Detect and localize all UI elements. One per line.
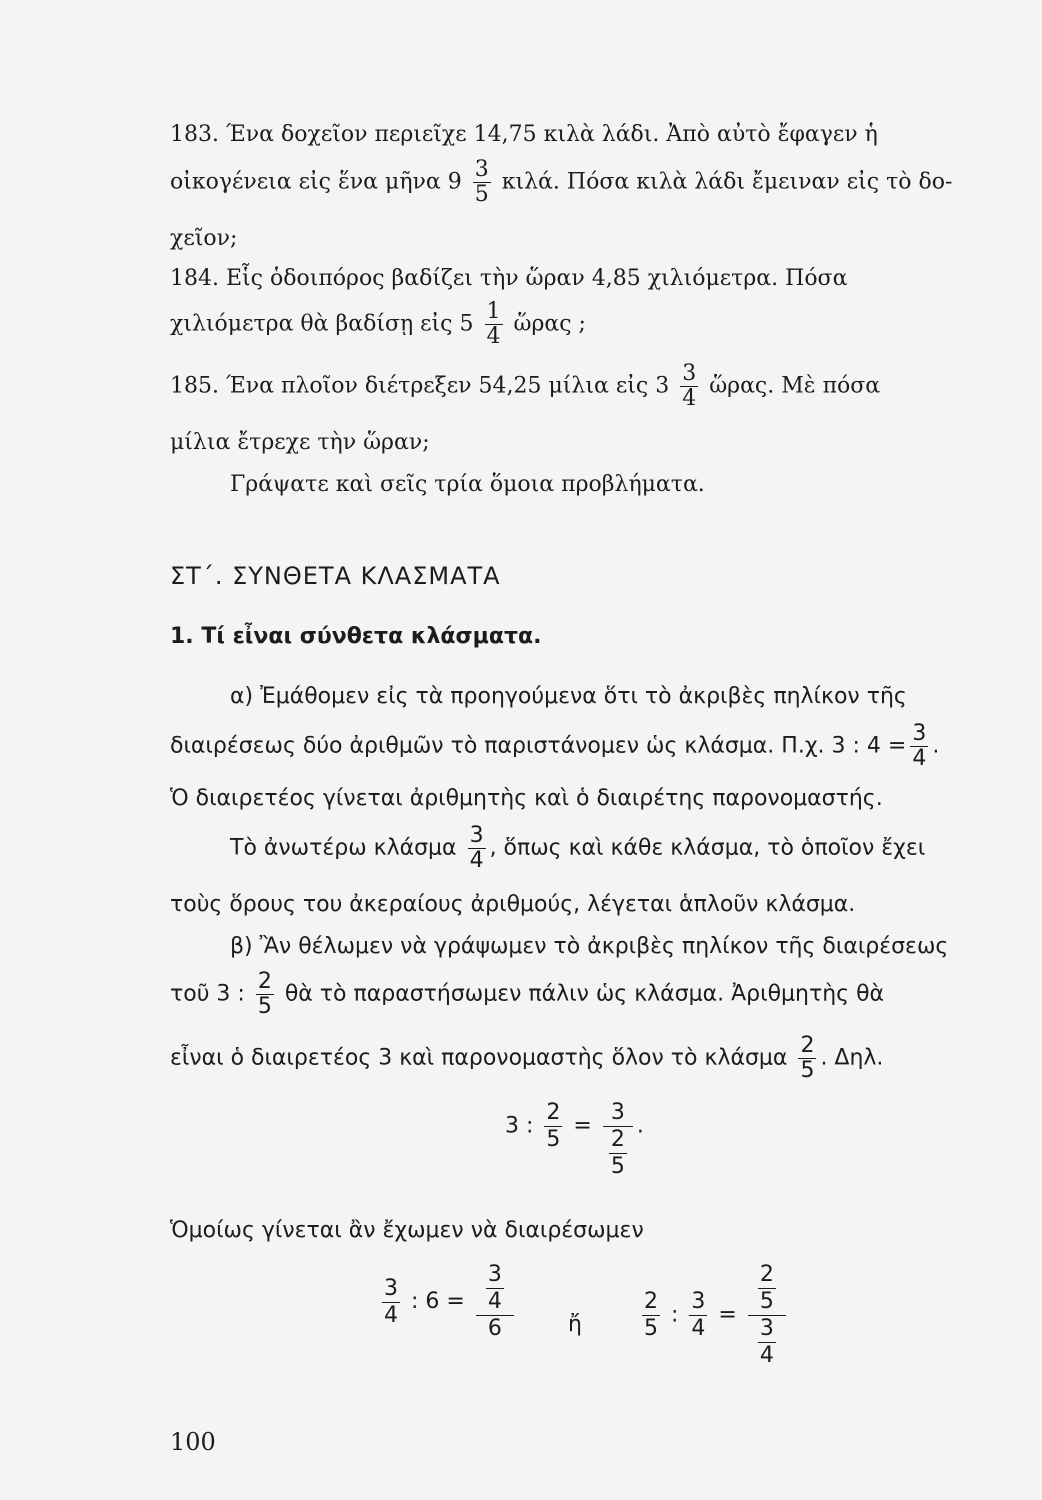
eq1-compound-fraction: [603, 1100, 633, 1180]
problem-185-text-a: 185. Ένα πλοῖον διέτρεξεν 54,25 μίλια εἰς 3: [170, 373, 670, 399]
fraction-numerator: [476, 1262, 514, 1316]
eq3-operator: :: [671, 1302, 679, 1328]
or-word: ἤ: [568, 1312, 582, 1337]
fraction-numerator: 3: [691, 1289, 706, 1314]
fraction-numerator: 2: [546, 1100, 561, 1125]
problem-183-line-2: [170, 158, 992, 207]
problem-183-line-1: 183. Ένα δοχεῖον περιεῖχε 14,75 κιλὰ λάδι. Ἀπὸ αὐτὸ ἔφαγεν ἡ: [170, 122, 878, 147]
para-a-line-2: [170, 722, 992, 771]
fraction-denominator: [603, 1127, 633, 1180]
para-a-fraction-2: [468, 824, 486, 873]
eq3-equals: =: [718, 1302, 737, 1328]
fraction-numerator: 3: [603, 1100, 633, 1127]
fraction-numerator: 2: [644, 1289, 658, 1314]
para-a-text-d: , ὅπως καὶ κάθε κλάσμα, τὸ ὁποῖον ἔχει: [489, 835, 926, 861]
fraction-denominator: 5: [800, 1058, 815, 1083]
inner-fraction: [758, 1316, 776, 1369]
para-a-fraction: [910, 722, 928, 771]
inner-fraction: [486, 1262, 504, 1315]
para-b-text-c: εἶναι ὁ διαιρετέος 3 καὶ παρονομαστὴς ὅλον τὸ κλάσμα: [170, 1045, 788, 1071]
para-b-text-a: τοῦ 3 :: [170, 981, 245, 1007]
fraction-denominator: [748, 1316, 786, 1369]
para-a-line-5: τοὺς ὅρους του ἀκεραίους ἀριθμούς, λέγεται ἁπλοῦν κλάσμα.: [170, 892, 856, 917]
inner-fraction: [758, 1262, 776, 1315]
eq3-compound-fraction: [748, 1262, 786, 1369]
fraction-numerator: 2: [800, 1033, 815, 1058]
eq1-lhs-fraction: [544, 1100, 562, 1153]
para-a-line-3: Ὁ διαιρετέος γίνεται ἀριθμητὴς καὶ ὁ διαιρέτης παρονομαστής.: [170, 786, 883, 811]
problem-184-text-b: ὥρας ;: [513, 311, 586, 337]
fraction-denominator: 5: [546, 1127, 561, 1152]
problem-185-line-1: [170, 362, 992, 411]
fraction-denominator: 5: [759, 1289, 774, 1314]
fraction-denominator: 5: [474, 182, 489, 207]
para-b-line-1: β) Ἂν θέλωμεν νὰ γράψωμεν τὸ ἀκριβὲς πηλίκον τῆς διαιρέσεως: [230, 934, 949, 959]
fraction-denominator: 5: [644, 1316, 658, 1341]
fraction-denominator: 4: [384, 1302, 398, 1328]
problem-183-text-b: κιλά. Πόσα κιλὰ λάδι ἔμειναν εἰς τὸ δο-: [501, 169, 953, 195]
eq3-fraction-b: [689, 1289, 707, 1342]
fraction-numerator: 3: [759, 1316, 774, 1341]
fraction-numerator: 3: [469, 823, 484, 848]
subsection-title: 1. Τί εἶναι σύνθετα κλάσματα.: [170, 624, 542, 649]
problem-185-line-2: μίλια ἔτρεχε τὴν ὥραν;: [170, 430, 430, 455]
problem-183-fraction: [473, 158, 491, 207]
problem-184-fraction: [485, 300, 503, 349]
para-a-line-1: α) Ἐμάθομεν εἰς τὰ προηγούμενα ὅτι τὸ ἀκριβὲς πηλίκον τῆς: [230, 684, 907, 709]
para-a-text-b: .: [932, 733, 940, 759]
para-b-fraction-2: [798, 1034, 816, 1083]
fraction-denominator: 4: [759, 1343, 774, 1368]
fraction-denominator: 4: [487, 1289, 502, 1314]
fraction-denominator: 6: [487, 1316, 502, 1341]
eq3-fraction-a: [642, 1289, 660, 1342]
instruction-text: Γράψατε καὶ σεῖς τρία ὅμοια προβλήματα.: [230, 472, 705, 497]
problem-185-text-b: ὥρας. Μὲ πόσα: [709, 373, 881, 399]
fraction-denominator: 4: [691, 1316, 706, 1341]
eq2-compound-fraction: [476, 1262, 514, 1342]
para-b-line-3: [170, 1034, 992, 1083]
fraction-denominator: 4: [469, 848, 484, 873]
eq2-operator: : 6 =: [411, 1289, 465, 1314]
fraction-numerator: 3: [487, 1262, 502, 1287]
eq1-end: .: [636, 1113, 644, 1139]
fraction-numerator: 3: [474, 157, 489, 182]
problem-184-line-1: 184. Εἷς ὁδοιπόρος βαδίζει τὴν ὥραν 4,85 χιλιόμετρα. Πόσα: [170, 266, 848, 291]
para-a-line-4: [230, 824, 1042, 873]
fraction-denominator: 5: [610, 1154, 625, 1179]
para-a-text-a: διαιρέσεως δύο ἀριθμῶν τὸ παριστάνομεν ὡς κλάσμα. Π.χ. 3 : 4 =: [170, 733, 907, 759]
equation-1: [505, 1100, 644, 1180]
para-b-line-2: [170, 970, 992, 1019]
inner-fraction: [609, 1127, 627, 1180]
fraction-numerator: 2: [610, 1127, 625, 1152]
fraction-numerator: 3: [682, 361, 697, 386]
fraction-numerator: 2: [257, 969, 272, 994]
problem-183-text-a: οἰκογένεια εἰς ἕνα μῆνα 9: [170, 169, 462, 195]
fraction-numerator: 3: [912, 721, 927, 746]
equation-3: [638, 1262, 790, 1369]
para-a-text-c: Τὸ ἀνωτέρω κλάσμα: [230, 835, 457, 861]
equation-2: [378, 1262, 518, 1342]
eq1-lhs: 3 :: [505, 1113, 534, 1139]
problem-184-line-2: [170, 300, 992, 349]
para-b-text-d: . Δηλ.: [820, 1045, 884, 1071]
problem-185-fraction: [680, 362, 698, 411]
fraction-numerator: [748, 1262, 786, 1316]
fraction-numerator: 2: [759, 1262, 774, 1287]
eq1-equals: =: [573, 1113, 592, 1139]
para-b-fraction: [256, 970, 274, 1019]
fraction-denominator: 4: [486, 324, 501, 349]
eq2-lhs-fraction: [382, 1276, 400, 1329]
fraction-denominator: 4: [682, 386, 697, 411]
page-number: 100: [170, 1428, 216, 1456]
fraction-denominator: 5: [257, 994, 272, 1019]
para-b-text-b: θὰ τὸ παραστήσωμεν πάλιν ὡς κλάσμα. Ἀριθμητὴς θὰ: [284, 981, 885, 1007]
fraction-numerator: 1: [486, 299, 501, 324]
fraction-numerator: 3: [384, 1275, 398, 1301]
fraction-denominator: 4: [912, 746, 927, 771]
similarly-text: Ὁμοίως γίνεται ἂν ἔχωμεν νὰ διαιρέσωμεν: [170, 1218, 644, 1243]
problem-183-line-3: χεῖον;: [170, 226, 238, 251]
section-title: ΣΤ΄. ΣΥΝΘΕΤΑ ΚΛΑΣΜΑΤΑ: [170, 562, 501, 590]
problem-184-text-a: χιλιόμετρα θὰ βαδίσῃ εἰς 5: [170, 311, 474, 337]
